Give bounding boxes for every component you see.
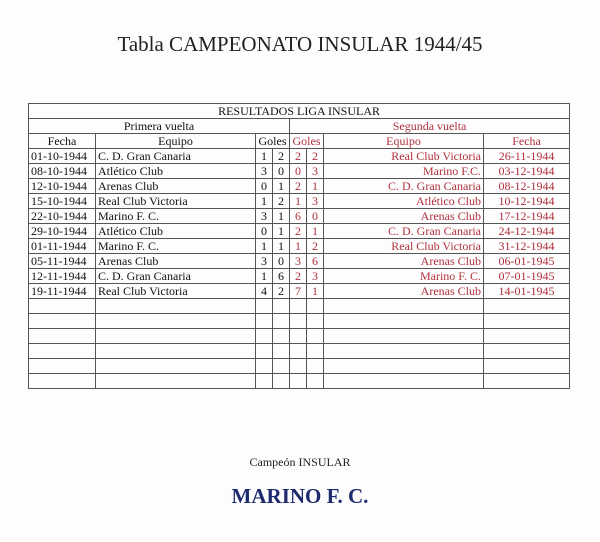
home-team-first-leg: Arenas Club: [96, 179, 256, 194]
header-equipo-right: Equipo: [324, 134, 484, 149]
empty-cell: [290, 314, 307, 329]
goals-home-second-leg: 2: [290, 179, 307, 194]
goals-away-first-leg: 6: [273, 269, 290, 284]
empty-cell: [484, 344, 570, 359]
goals-away-second-leg: 1: [307, 224, 324, 239]
goals-home-first-leg: 3: [256, 254, 273, 269]
header-fecha-left: Fecha: [29, 134, 96, 149]
goals-away-second-leg: 3: [307, 194, 324, 209]
first-leg-header: Primera vuelta: [29, 119, 290, 134]
empty-cell: [307, 329, 324, 344]
champion-name: MARINO F. C.: [231, 484, 369, 508]
table-row: [29, 149, 570, 164]
goals-away-first-leg: 1: [273, 224, 290, 239]
match-date-second-leg: 08-12-1944: [484, 179, 570, 194]
home-team-first-leg: Real Club Victoria: [96, 194, 256, 209]
table-title-row: [29, 104, 570, 119]
goals-home-first-leg: 1: [256, 149, 273, 164]
empty-cell: [29, 314, 96, 329]
home-team-second-leg: C. D. Gran Canaria: [324, 224, 484, 239]
goals-away-second-leg: 3: [307, 164, 324, 179]
empty-cell: [324, 329, 484, 344]
empty-cell: [29, 344, 96, 359]
empty-table-row: [29, 329, 570, 344]
goals-home-first-leg: 1: [256, 239, 273, 254]
header-goles-right: Goles: [290, 134, 324, 149]
match-date-first-leg: 01-10-1944: [29, 149, 96, 164]
goals-home-first-leg: 0: [256, 224, 273, 239]
empty-cell: [96, 359, 256, 374]
empty-cell: [273, 299, 290, 314]
header-fecha-right: Fecha: [484, 134, 570, 149]
goals-away-first-leg: 0: [273, 254, 290, 269]
goals-away-second-leg: 2: [307, 149, 324, 164]
goals-away-second-leg: 3: [307, 269, 324, 284]
empty-cell: [324, 359, 484, 374]
table-row: [29, 254, 570, 269]
match-date-second-leg: 07-01-1945: [484, 269, 570, 284]
goals-home-first-leg: 3: [256, 164, 273, 179]
goals-away-first-leg: 1: [273, 209, 290, 224]
empty-cell: [307, 314, 324, 329]
home-team-second-leg: Real Club Victoria: [324, 149, 484, 164]
home-team-second-leg: Marino F. C.: [324, 269, 484, 284]
goals-away-second-leg: 6: [307, 254, 324, 269]
match-date-second-leg: 26-11-1944: [484, 149, 570, 164]
empty-cell: [484, 374, 570, 389]
match-date-second-leg: 31-12-1944: [484, 239, 570, 254]
table-row: [29, 209, 570, 224]
goals-home-first-leg: 0: [256, 179, 273, 194]
home-team-second-leg: Arenas Club: [324, 209, 484, 224]
empty-cell: [29, 359, 96, 374]
goals-home-second-leg: 2: [290, 269, 307, 284]
empty-cell: [324, 374, 484, 389]
goals-home-second-leg: 7: [290, 284, 307, 299]
match-date-second-leg: 06-01-1945: [484, 254, 570, 269]
home-team-second-leg: Atlético Club: [324, 194, 484, 209]
goals-away-second-leg: 0: [307, 209, 324, 224]
results-table: [28, 103, 570, 389]
table-row: [29, 269, 570, 284]
empty-cell: [324, 344, 484, 359]
goals-home-first-leg: 4: [256, 284, 273, 299]
match-date-first-leg: 05-11-1944: [29, 254, 96, 269]
goals-home-second-leg: 1: [290, 239, 307, 254]
match-date-first-leg: 22-10-1944: [29, 209, 96, 224]
home-team-first-leg: C. D. Gran Canaria: [96, 269, 256, 284]
empty-cell: [256, 359, 273, 374]
home-team-first-leg: Atlético Club: [96, 164, 256, 179]
empty-cell: [273, 329, 290, 344]
match-date-first-leg: 12-11-1944: [29, 269, 96, 284]
match-date-first-leg: 08-10-1944: [29, 164, 96, 179]
empty-cell: [256, 299, 273, 314]
home-team-first-leg: Marino F. C.: [96, 209, 256, 224]
match-date-first-leg: 12-10-1944: [29, 179, 96, 194]
empty-table-row: [29, 359, 570, 374]
match-date-second-leg: 17-12-1944: [484, 209, 570, 224]
goals-home-second-leg: 6: [290, 209, 307, 224]
empty-cell: [307, 374, 324, 389]
empty-cell: [307, 344, 324, 359]
empty-cell: [96, 374, 256, 389]
goals-home-second-leg: 1: [290, 194, 307, 209]
second-leg-header: Segunda vuelta: [290, 119, 570, 134]
goals-home-first-leg: 1: [256, 269, 273, 284]
goals-away-first-leg: 1: [273, 179, 290, 194]
table-row: [29, 164, 570, 179]
match-date-second-leg: 03-12-1944: [484, 164, 570, 179]
goals-away-second-leg: 1: [307, 284, 324, 299]
empty-cell: [324, 299, 484, 314]
empty-cell: [307, 359, 324, 374]
goals-away-first-leg: 2: [273, 149, 290, 164]
empty-cell: [290, 329, 307, 344]
goals-home-second-leg: 2: [290, 224, 307, 239]
home-team-first-leg: Marino F. C.: [96, 239, 256, 254]
empty-cell: [484, 314, 570, 329]
empty-cell: [273, 359, 290, 374]
empty-cell: [96, 344, 256, 359]
goals-away-first-leg: 0: [273, 164, 290, 179]
leg-header-row: [29, 119, 570, 134]
empty-cell: [484, 359, 570, 374]
empty-cell: [484, 329, 570, 344]
empty-cell: [96, 299, 256, 314]
empty-cell: [96, 329, 256, 344]
empty-table-row: [29, 344, 570, 359]
empty-cell: [273, 374, 290, 389]
goals-away-first-leg: 2: [273, 194, 290, 209]
home-team-second-leg: Marino F.C.: [324, 164, 484, 179]
empty-cell: [96, 314, 256, 329]
empty-cell: [29, 329, 96, 344]
goals-home-second-leg: 3: [290, 254, 307, 269]
home-team-second-leg: Arenas Club: [324, 284, 484, 299]
empty-cell: [290, 299, 307, 314]
goals-home-second-leg: 2: [290, 149, 307, 164]
empty-cell: [324, 314, 484, 329]
match-date-first-leg: 01-11-1944: [29, 239, 96, 254]
home-team-second-leg: C. D. Gran Canaria: [324, 179, 484, 194]
goals-away-first-leg: 2: [273, 284, 290, 299]
empty-cell: [256, 314, 273, 329]
home-team-first-leg: Arenas Club: [96, 254, 256, 269]
header-equipo-left: Equipo: [96, 134, 256, 149]
empty-cell: [256, 329, 273, 344]
empty-cell: [273, 344, 290, 359]
goals-away-second-leg: 1: [307, 179, 324, 194]
match-date-second-leg: 24-12-1944: [484, 224, 570, 239]
home-team-first-leg: Atlético Club: [96, 224, 256, 239]
table-row: [29, 284, 570, 299]
header-goles-left: Goles: [256, 134, 290, 149]
table-row: [29, 194, 570, 209]
empty-table-row: [29, 374, 570, 389]
match-date-first-leg: 15-10-1944: [29, 194, 96, 209]
empty-table-row: [29, 314, 570, 329]
match-date-second-leg: 10-12-1944: [484, 194, 570, 209]
champion-label: Campeón INSULAR: [249, 455, 351, 469]
match-date-first-leg: 19-11-1944: [29, 284, 96, 299]
table-row: [29, 179, 570, 194]
document-title: Tabla CAMPEONATO INSULAR 1944/45: [117, 32, 483, 56]
empty-cell: [256, 344, 273, 359]
empty-cell: [307, 299, 324, 314]
empty-cell: [29, 374, 96, 389]
goals-home-first-leg: 1: [256, 194, 273, 209]
match-date-first-leg: 29-10-1944: [29, 224, 96, 239]
goals-home-second-leg: 0: [290, 164, 307, 179]
empty-cell: [290, 374, 307, 389]
goals-away-second-leg: 2: [307, 239, 324, 254]
home-team-second-leg: Real Club Victoria: [324, 239, 484, 254]
column-header-row: [29, 134, 570, 149]
empty-cell: [273, 314, 290, 329]
match-date-second-leg: 14-01-1945: [484, 284, 570, 299]
empty-cell: [484, 299, 570, 314]
home-team-first-leg: Real Club Victoria: [96, 284, 256, 299]
empty-cell: [290, 344, 307, 359]
table-row: [29, 239, 570, 254]
table-title: RESULTADOS LIGA INSULAR: [29, 104, 570, 119]
goals-away-first-leg: 1: [273, 239, 290, 254]
table-row: [29, 224, 570, 239]
home-team-second-leg: Arenas Club: [324, 254, 484, 269]
empty-cell: [29, 299, 96, 314]
goals-home-first-leg: 3: [256, 209, 273, 224]
home-team-first-leg: C. D. Gran Canaria: [96, 149, 256, 164]
empty-table-row: [29, 299, 570, 314]
empty-cell: [290, 359, 307, 374]
empty-cell: [256, 374, 273, 389]
